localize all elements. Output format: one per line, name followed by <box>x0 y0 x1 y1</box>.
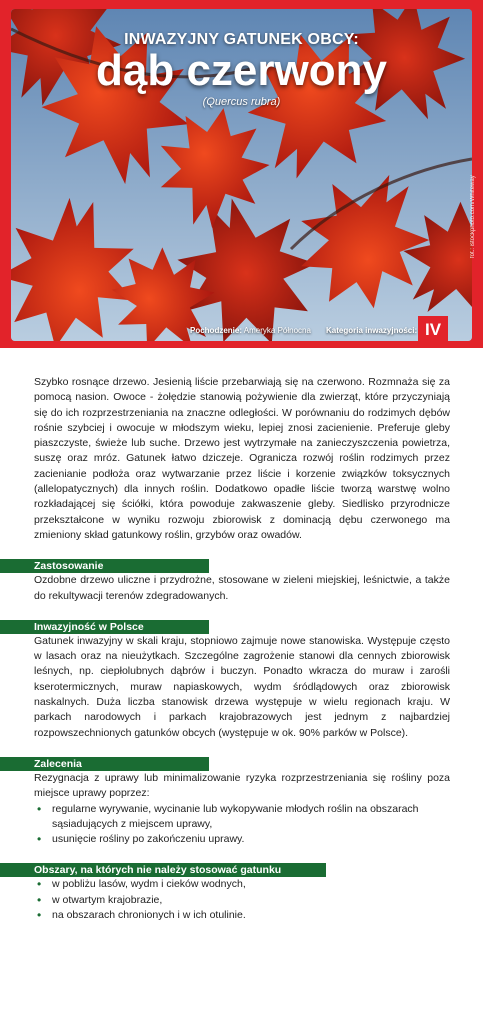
list-item: • w otwartym krajobrazie, <box>52 893 450 908</box>
origin-value: Ameryka Północna <box>243 326 311 335</box>
invasive-paragraph: Gatunek inwazyjny w skali kraju, stopniowo zajmuje nowe stanowiska. Występuje często w lasach oraz na nieużytkach. Szczególne zagrożenie stanowi dla cennych zbiorowisk leśnych, np. ciepłolubnych dąbrów i buczyn. Ponadto wkracza do muraw i zarośli kserotermicznych, muraw napiaskowych, wydm śródlądowych oraz zbiorowisk naskalnych. Duża liczba stanowisk drzewa występuje w wielu regionach kraju. W parkach narodowych i parkach krajobrazowych jest jednym z najbardziej rozpowszechnionych gatunków obcych (występuje w ok. 90% parków w Polsce). <box>34 634 450 739</box>
hero-subtitle: INWAZYJNY GATUNEK OBCY: <box>124 31 359 48</box>
use-paragraph: Ozdobne drzewo uliczne i przydrożne, stosowane w zieleni miejskiej, leśnictwie, a także do rekultywacji terenów zdegradowanych. <box>34 574 450 602</box>
main-content <box>34 375 450 923</box>
section-heading-recommendations: Zalecenia <box>0 757 209 771</box>
category-badge: IV <box>418 316 448 343</box>
list-item: • na obszarach chronionych i w ich otulinie. <box>52 908 450 923</box>
latin-name: (Quercus rubra) <box>202 96 281 108</box>
category-info <box>326 326 417 335</box>
section-heading-avoid-areas: Obszary, na których nie należy stosować gatunku <box>0 863 326 877</box>
avoid-areas-list <box>34 877 450 923</box>
list-item: • usunięcie rośliny po zakończeniu uprawy. <box>52 832 450 847</box>
list-item: • regularne wyrywanie, wycinanie lub wykopywanie młodych roślin na obszarach sąsiadujących z miejscem uprawy, <box>52 802 450 833</box>
intro-paragraph: Szybko rosnące drzewo. Jesienią liście przebarwiają się na czerwono. Rozmnaża się za pomocą nasion. Owoce - żołędzie stanowią pożywienie dla zwierząt, które przyczyniają się do ich rozprzestrzeniania na znaczne odległości. W porównaniu do rodzimych dębów rośnie szybciej i owocuje w młodszym wieku, lepiej znosi zacienienie. Preferuje gleby piaszczyste, świeże lub suche. Drzewo jest wytrzymałe na zanieczyszczenia powietrza, suszę oraz mróz. Gatunek łatwo dziczeje. Ogranicza rozwój roślin rodzimych przez zacienianie podłoża oraz wytwarzanie przez liście i korzenie związków toksycznych (allelopatycznych) dla innych roślin. Dodatkowo opadłe liście tworzą warstwę wolno rozkładającej się ściółki, która powoduje zakwaszenie gleby. Siedlisko przyrodnicze przekształcone w wyniku rozwoju zbiorowisk z dominacją dębu czerwonego ma zmieniony skład gatunkowy roślin, grzybów oraz owadów. <box>34 376 450 541</box>
origin-info <box>190 326 311 335</box>
recommendations-list <box>34 802 450 848</box>
hero-banner <box>0 0 483 348</box>
photo-credit: fot.: istockphoto.com/Whiteway <box>470 175 476 258</box>
section-heading-use: Zastosowanie <box>0 559 209 573</box>
category-label: Kategoria inwazyjności: <box>326 326 418 335</box>
recommendations-paragraph: Rezygnacja z uprawy lub minimalizowanie ryzyka rozprzestrzeniania się rośliny poza miejsce uprawy poprzez: <box>34 771 450 800</box>
origin-label: Pochodzenie: <box>190 326 243 335</box>
list-item: • w pobliżu lasów, wydm i cieków wodnych, <box>52 877 450 892</box>
section-heading-invasive: Inwazyjność w Polsce <box>0 620 209 634</box>
species-name: dąb czerwony <box>96 46 387 95</box>
